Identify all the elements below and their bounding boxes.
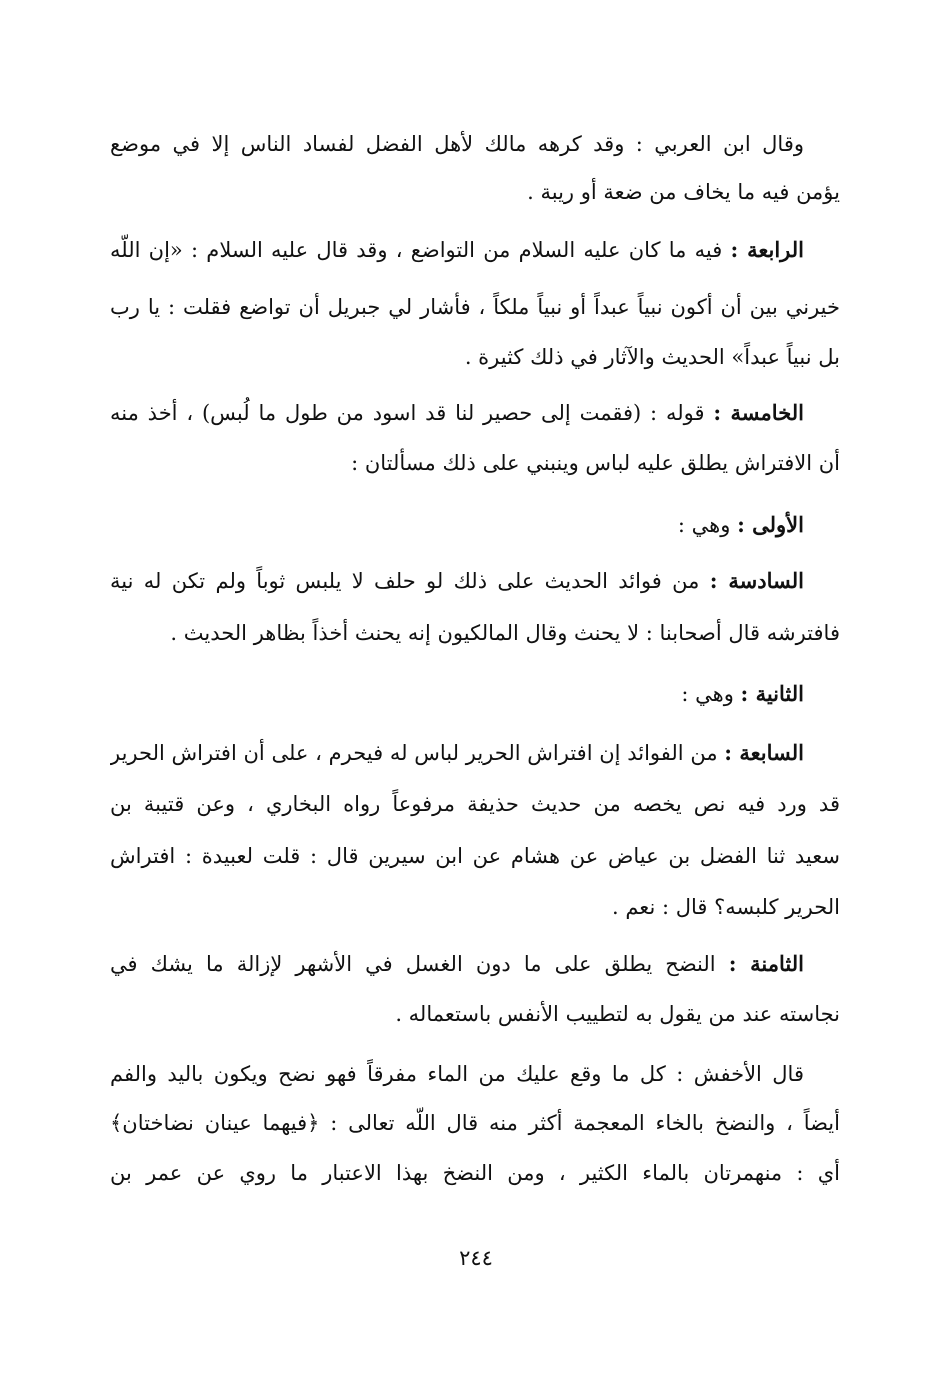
text-line: قد ورد فيه نص يخصه من حديث حذيفة مرفوعاً رواه البخاري ، وعن قتيبة بن [110, 792, 840, 816]
text-line: أيضاً ، والنضخ بالخاء المعجمة أكثر منه قال اللّه تعالى : ﴿فيهما عينان نضاختان﴾ [110, 1111, 840, 1135]
page-number: ٢٤٤ [459, 1246, 493, 1270]
section-heading: الأولى : [737, 512, 804, 537]
section-heading: الخامسة : [713, 400, 804, 425]
text-line: الأولى : وهي : [677, 512, 804, 537]
text-line: فافترشه قال أصحابنا : لا يحنث وقال المالكيون إنه يحنث أخذاً بظاهر الحديث . [170, 621, 840, 645]
text-line: أي : منهمرتان بالماء الكثير ، ومن النضخ بهذا الاعتبار ما روي عن عمر بن [110, 1161, 840, 1185]
section-heading: الثامنة : [728, 951, 804, 976]
text-line: الثانية : وهي : [681, 681, 804, 706]
text-line: قال الأخفش : كل ما وقع عليك من الماء مفرقاً فهو نضح ويكون باليد والفم [110, 1062, 804, 1086]
text-line: الثامنة : النضح يطلق على ما دون الغسل في الأشهر لإزالة ما يشك في [110, 951, 804, 976]
text-line: الخامسة : قوله : (فقمت إلى حصير لنا قد اسود من طول ما لُبس) ، أخذ منه [110, 400, 804, 425]
text-line: نجاسته عند من يقول به لتطييب الأنفس باستعماله . [395, 1002, 840, 1026]
section-heading: السابعة : [724, 740, 804, 765]
text-line: السادسة : من فوائد الحديث على ذلك لو حلف لا يلبس ثوباً ولم تكن له نية [110, 568, 804, 593]
section-heading: الثانية : [740, 681, 804, 706]
section-heading: السادسة : [709, 568, 804, 593]
text-line: خيرني بين أن أكون نبياً عبداً أو نبياً ملكاً ، فأشار لي جبريل أن تواضع فقلت : يا رب [110, 295, 840, 319]
text-line: وقال ابن العربي : وقد كرهه مالك لأهل الفضل لفساد الناس إلا في موضع [110, 132, 804, 156]
text-line: السابعة : من الفوائد إن افتراش الحرير لباس له فيحرم ، على أن افتراش الحرير [110, 740, 804, 765]
text-line: سعيد ثنا الفضل بن عياض عن هشام عن ابن سيرين قال : قلت لعبيدة : افتراش [110, 844, 840, 868]
section-heading: الرابعة : [730, 237, 804, 262]
text-line: الرابعة : فيه ما كان عليه السلام من التواضع ، وقد قال عليه السلام : «إن اللّه [110, 237, 804, 262]
text-line: أن الافتراش يطلق عليه لباس وينبني على ذلك مسألتان : [351, 451, 840, 475]
text-line: الحرير كلبسه؟ قال : نعم . [611, 895, 840, 919]
text-line: بل نبياً عبداً» الحديث والآثار في ذلك كثيرة . [464, 345, 840, 369]
text-line: يؤمن فيه ما يخاف من ضعة أو ريبة . [527, 180, 840, 204]
